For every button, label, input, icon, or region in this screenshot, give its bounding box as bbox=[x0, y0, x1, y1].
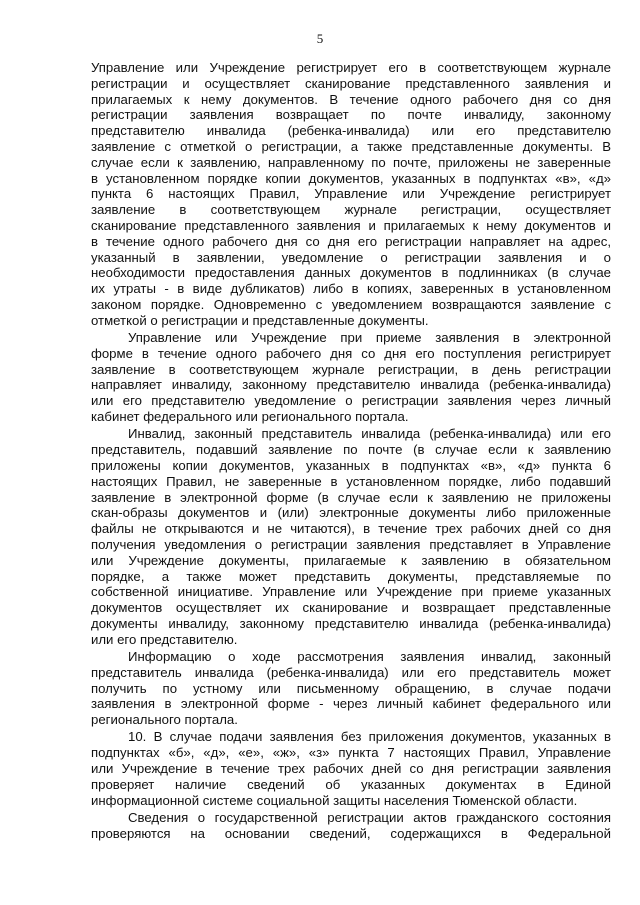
paragraph bbox=[91, 729, 611, 808]
text-line: скан-образы документов и (или) электронные документы либо приложенные bbox=[91, 505, 611, 521]
text-line: приложены копии документов, указанных в подпунктах «в», «д» пункта 6 bbox=[91, 457, 611, 473]
text-line: их утраты - в виде дубликатов) либо в копиях, заверенных в установленном bbox=[91, 281, 611, 297]
paragraph bbox=[91, 60, 611, 329]
text-line: информационной системе социальной защиты населения Тюменской области. bbox=[91, 792, 578, 808]
text-line: проверяет наличие сведений об указанных документах в Единой bbox=[91, 776, 611, 792]
text-line: заявление в электронной форме (в случае если к заявлению не приложены bbox=[91, 489, 611, 505]
text-line: представитель инвалида (ребенка-инвалида) или его представитель может bbox=[91, 664, 611, 680]
text-line: или Учреждение документы, прилагаемые к заявлению в обязательном bbox=[91, 552, 611, 568]
text-line: собственной инициативе. Управление или Учреждение при приеме указанных bbox=[91, 584, 611, 600]
text-line: кабинет федерального или регионального портала. bbox=[91, 409, 409, 425]
text-line: случае если к заявлению, направленному по почте, приложены не заверенные bbox=[91, 154, 611, 170]
document-body bbox=[91, 60, 611, 843]
text-line: заявление в соответствующем журнале регистрации, осуществляет bbox=[91, 202, 611, 218]
text-line: заявление в соответствующем журнале регистрации, в день регистрации bbox=[91, 361, 611, 377]
text-line: настоящих Правил, не заверенные в установленном порядке, либо подавший bbox=[91, 473, 611, 489]
text-line: Инвалид, законный представитель инвалида (ребенка-инвалида) или его bbox=[128, 426, 611, 442]
text-line: или его представителю. bbox=[91, 631, 238, 647]
text-line: сканирование представленного заявления и прилагаемых к нему документов и bbox=[91, 217, 611, 233]
text-line: Управление или Учреждение при приеме заявления в электронной bbox=[128, 330, 611, 346]
text-line: заявления в электронной форме - через личный кабинет федерального или bbox=[91, 696, 611, 712]
text-line: прилагаемых к нему документов. В течение одного рабочего дня со дня bbox=[91, 91, 611, 107]
text-line: получить по устному или письменному обращению, в случае подачи bbox=[91, 680, 611, 696]
paragraph bbox=[91, 649, 611, 728]
text-line: представитель, подавший заявление по почте (в случае если к заявлению bbox=[91, 442, 611, 458]
text-line: регистрации и осуществляет сканирование представленного заявления и bbox=[91, 75, 611, 91]
text-line: указанный в заявлении, уведомление о регистрации заявления и о bbox=[91, 249, 611, 265]
paragraph bbox=[91, 330, 611, 425]
text-line: Сведения о государственной регистрации актов гражданского состояния bbox=[128, 809, 611, 825]
text-line: в течение одного рабочего дня со дня его регистрации направляет на адрес, bbox=[91, 233, 611, 249]
text-line: регионального портала. bbox=[91, 712, 238, 728]
text-line: или Учреждение в течение трех рабочих дней со дня регистрации заявления bbox=[91, 761, 611, 777]
text-line: в установленном порядке копии документов, указанных в подпунктах «в», «д» bbox=[91, 170, 611, 186]
text-line: подпунктах «б», «д», «е», «ж», «з» пункта 7 настоящих Правил, Управление bbox=[91, 745, 611, 761]
text-line: Управление или Учреждение регистрирует его в соответствующем журнале bbox=[91, 60, 611, 75]
text-line: законом порядке. Одновременно с уведомлением возвращаются заявление с bbox=[91, 296, 611, 312]
text-line: получения уведомления о регистрации заявления представляет в Управление bbox=[91, 536, 611, 552]
text-line: проверяются на основании сведений, содержащихся в Федеральной bbox=[91, 825, 611, 841]
text-line: форме в течение одного рабочего дня со дня его поступления регистрирует bbox=[91, 345, 611, 361]
paragraph bbox=[91, 810, 611, 842]
text-line: регистрации заявления возвращает по почте инвалиду, законному bbox=[91, 107, 611, 123]
text-line: порядке, а также может представить документы, представляемые по bbox=[91, 568, 611, 584]
text-line: или его представителю уведомление о регистрации заявления через личный bbox=[91, 393, 611, 409]
text-line: документы инвалиду, законному представителю инвалида (ребенка-инвалида) bbox=[91, 615, 611, 631]
text-line: представителю инвалида (ребенка-инвалида) или его представителю bbox=[91, 123, 611, 139]
text-line: заявление с отметкой о регистрации, а также представленные документы. В bbox=[91, 138, 611, 154]
text-line: 10. В случае подачи заявления без приложения документов, указанных в bbox=[128, 729, 611, 745]
text-line: необходимости предоставления данных документов в подлинниках (в случае bbox=[91, 265, 611, 281]
text-line: файлы не открываются и не читаются), в течение трех рабочих дней со дня bbox=[91, 521, 611, 537]
text-line: документов осуществляет их сканирование и возвращает представленные bbox=[91, 600, 611, 616]
text-line: направляет инвалиду, законному представителю инвалида (ребенка-инвалида) bbox=[91, 377, 611, 393]
page-number: 5 bbox=[316, 31, 324, 46]
text-line: Информацию о ходе рассмотрения заявления инвалид, законный bbox=[128, 648, 611, 664]
paragraph bbox=[91, 426, 611, 647]
text-line: пункта 6 настоящих Правил, Управление или Учреждение регистрирует bbox=[91, 186, 611, 202]
text-line: отметкой о регистрации и представленные документы. bbox=[91, 312, 429, 328]
